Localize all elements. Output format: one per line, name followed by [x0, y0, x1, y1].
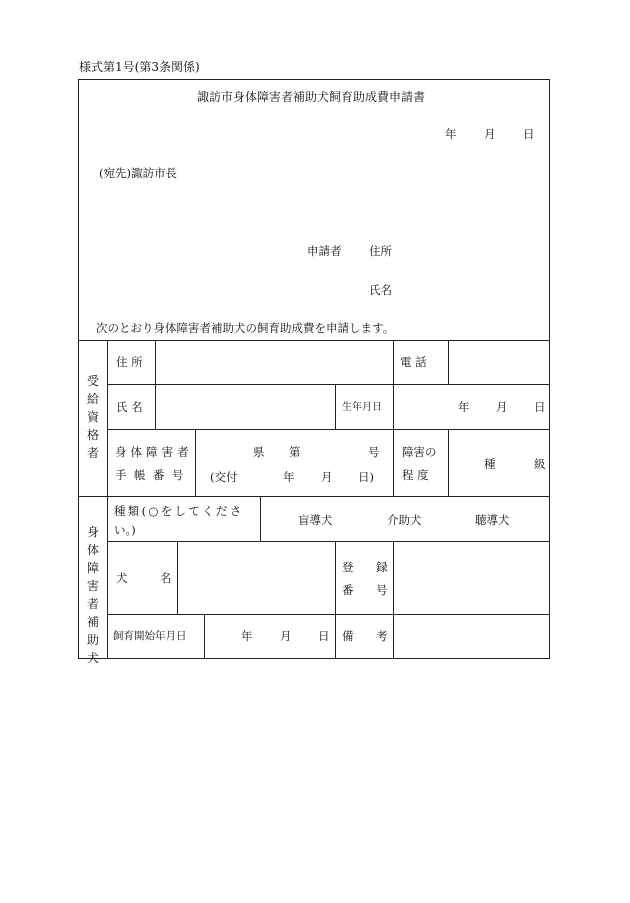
dog-name-field[interactable]	[178, 542, 334, 613]
remarks-label-2: 考	[376, 629, 388, 643]
grade-prefix-label: 種	[484, 457, 496, 471]
start-day-label: 日	[318, 629, 330, 643]
remarks-field[interactable]	[394, 615, 548, 657]
issued-month-label: 月	[321, 470, 333, 484]
column-divider	[393, 384, 394, 429]
section-divider	[79, 496, 549, 497]
dog-type-label-line2: い。)	[114, 523, 136, 537]
column-divider	[393, 340, 394, 384]
dog-name-label-2: 名	[160, 571, 172, 585]
handbook-pref-label: 県	[253, 445, 265, 459]
reg-label-4: 号	[376, 583, 388, 597]
handbook-go-label: 号	[368, 445, 380, 459]
recipient-section-title: 受 給 資 格 者	[86, 374, 99, 460]
start-month-label: 月	[280, 629, 292, 643]
recipient-address-label: 住 所	[116, 355, 143, 369]
registration-number-field[interactable]	[394, 542, 548, 613]
form-number-label: 様式第1号(第3条関係)	[79, 60, 200, 74]
applicant-name-label: 氏名	[369, 283, 392, 297]
disability-label-line2: 程 度	[402, 468, 429, 482]
start-year-label: 年	[241, 629, 253, 643]
reg-label-1: 登	[342, 560, 354, 574]
applicant-address-label: 住所	[369, 244, 392, 258]
reg-label-2: 録	[376, 560, 388, 574]
recipient-name-label: 氏 名	[116, 400, 143, 414]
dog-type-label-line1: 種類(○をしてくださ	[114, 504, 244, 518]
dog-type-guide[interactable]: 盲導犬	[298, 513, 333, 527]
addressee: (宛先)諏訪市長	[99, 166, 177, 180]
issued-year-label: 年	[283, 470, 295, 484]
dog-section-title: 身 体 障 害 者 補 助 犬	[86, 525, 99, 665]
handbook-label-line2: 手帳番号	[115, 468, 191, 482]
column-divider	[335, 541, 336, 658]
row-divider	[107, 429, 549, 430]
issued-open-label: (交付	[210, 470, 238, 484]
handbook-dai-label: 第	[289, 445, 301, 459]
form-title: 諏訪市身体障害者補助犬飼育助成費申請書	[197, 90, 426, 104]
birth-day-label: 日	[534, 400, 546, 414]
birth-date-label: 生年月日	[342, 402, 382, 413]
intro-text: 次のとおり身体障害者補助犬の飼育助成費を申請します。	[96, 321, 395, 335]
dog-type-service[interactable]: 介助犬	[387, 513, 422, 527]
disability-label-line1: 障害の	[402, 445, 437, 459]
column-divider	[204, 614, 205, 658]
grade-suffix-label: 級	[534, 457, 546, 471]
dog-name-label-1: 犬	[116, 571, 128, 585]
recipient-name-field[interactable]	[156, 385, 334, 428]
birth-year-label: 年	[458, 400, 470, 414]
start-date-label: 飼育開始年月日	[113, 630, 187, 642]
reg-label-3: 番	[342, 583, 354, 597]
recipient-phone-field[interactable]	[449, 341, 548, 383]
remarks-label-1: 備	[342, 629, 354, 643]
handbook-label-line1: 身体障害者	[115, 445, 193, 459]
column-divider	[107, 340, 108, 658]
date-year-label: 年	[445, 127, 457, 141]
column-divider	[448, 429, 449, 496]
application-form-frame	[78, 79, 550, 665]
column-divider	[260, 496, 261, 541]
applicant-label: 申請者	[307, 244, 342, 258]
recipient-address-field[interactable]	[156, 341, 392, 383]
column-divider	[195, 429, 196, 496]
date-day-label: 日	[523, 127, 535, 141]
column-divider	[393, 429, 394, 496]
birth-month-label: 月	[496, 400, 508, 414]
issued-close-label: 日)	[358, 470, 374, 484]
column-divider	[335, 384, 336, 429]
dog-type-hearing[interactable]: 聴導犬	[475, 513, 510, 527]
recipient-phone-label: 電 話	[400, 355, 427, 369]
date-month-label: 月	[484, 127, 496, 141]
